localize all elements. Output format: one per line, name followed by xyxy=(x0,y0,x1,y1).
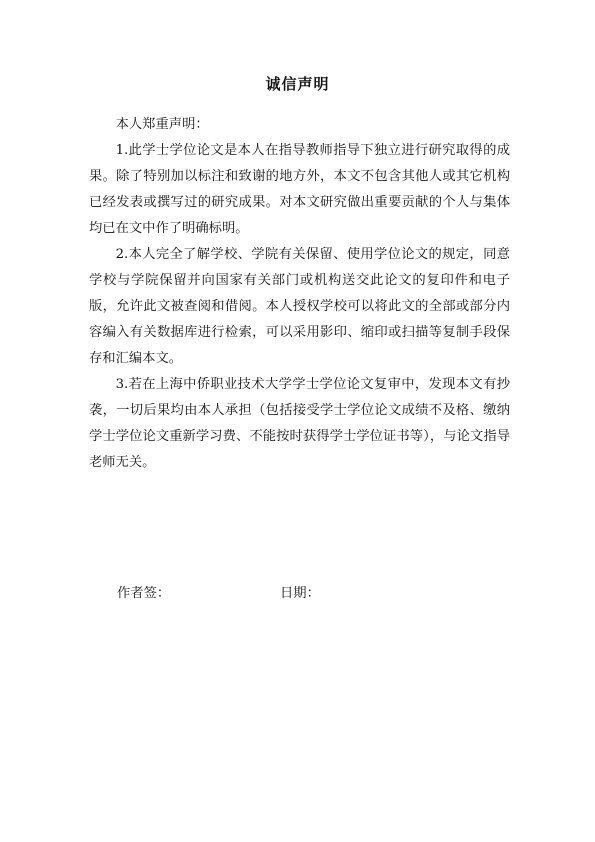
page-title: 诚信声明 xyxy=(265,75,330,93)
paragraph-3: 3.若在上海中侨职业技术大学学士学位论文复审中，发现本文有抄袭，一切后果均由本人承担（包括接受学士学位论文成绩不及格、缴纳学士学位论文重新学习费、不能按时获得学士学位证书等），与论文指导老师无关。 xyxy=(89,377,510,470)
document-body xyxy=(89,112,510,476)
author-signature-label: 作者签： xyxy=(117,586,171,601)
paragraph-2: 2.本人完全了解学校、学院有关保留、使用学位论文的规定，同意学校与学院保留并向国家有关部门或机构送交此论文的复印件和电子版，允许此文被查阅和借阅。本人授权学校可以将此文的全部或部分内容编入有关数据库进行检索，可以采用影印、缩印或扫描等复制手段保存和汇编本文。 xyxy=(89,247,510,366)
paragraph-1: 1.此学士学位论文是本人在指导教师指导下独立进行研究取得的成果。除了特别加以标注和致谢的地方外，本文不包含其他人或其它机构已经发表或撰写过的研究成果。对本文研究做出重要贡献的个人与集体均已在文中作了明确标明。 xyxy=(89,143,510,236)
salutation: 本人郑重声明： xyxy=(115,117,209,132)
date-label: 日期： xyxy=(280,586,320,601)
signature-row xyxy=(117,581,517,607)
